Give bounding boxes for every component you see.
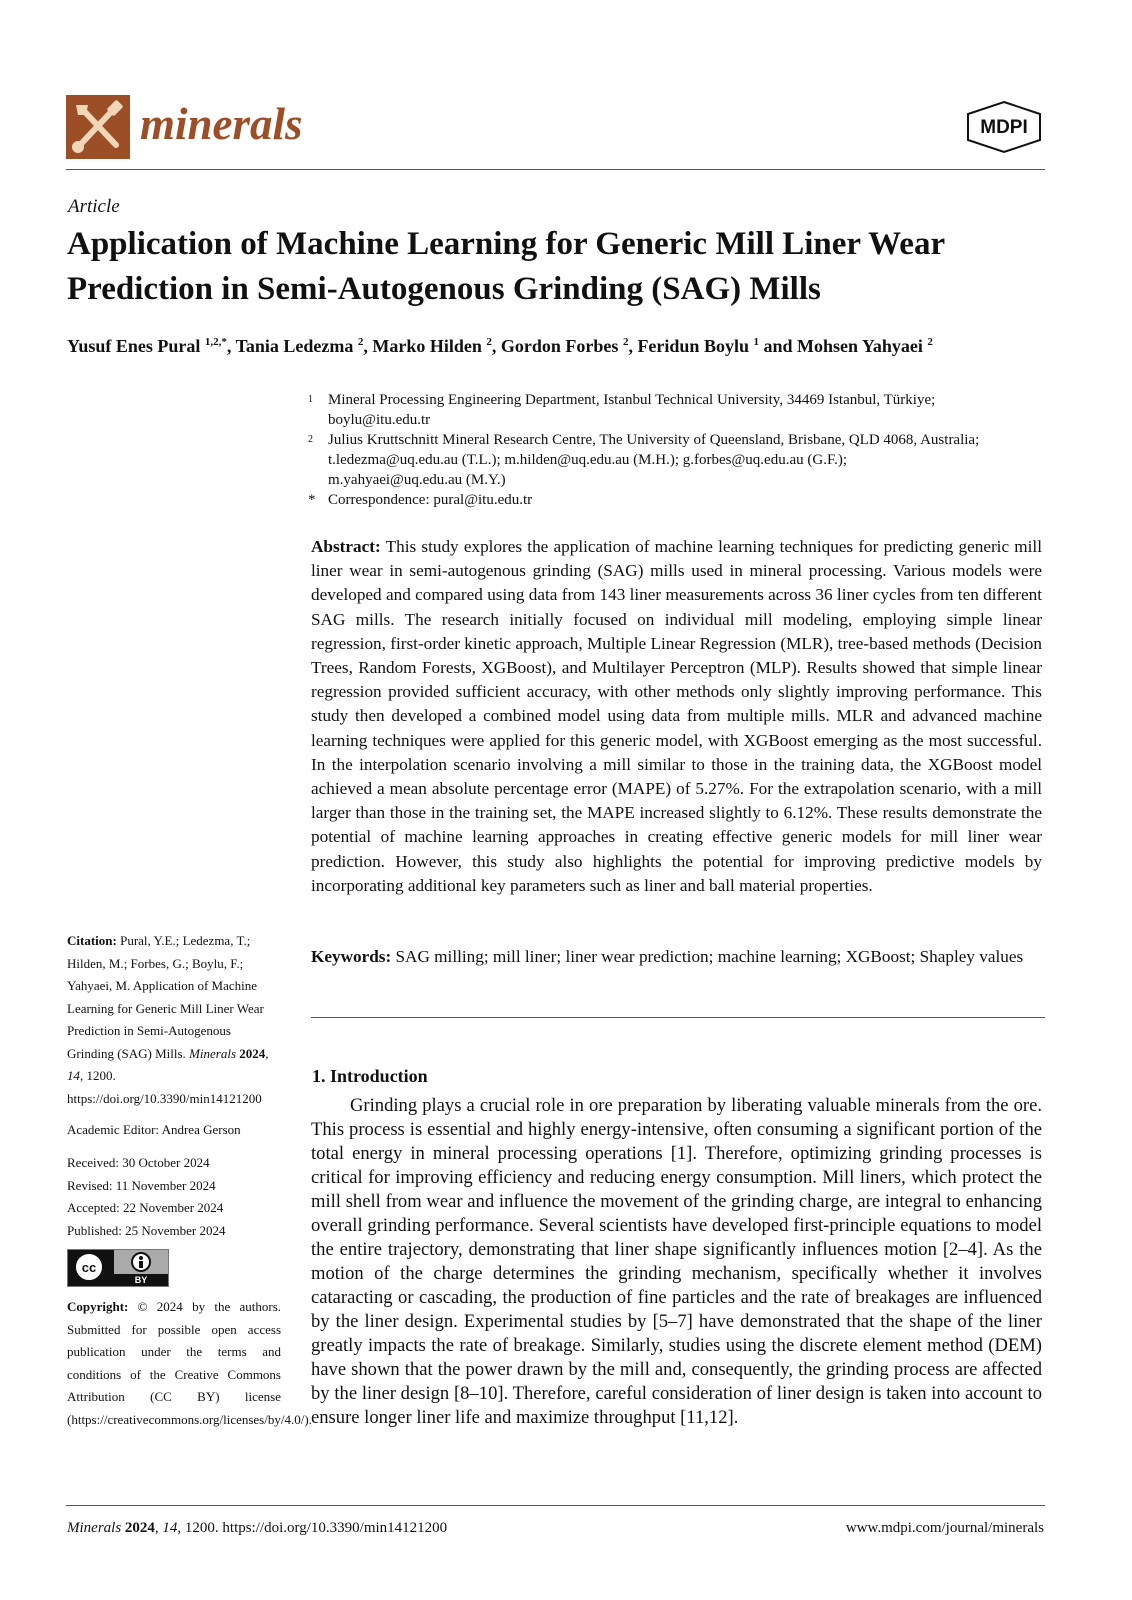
keywords-label: Keywords: — [311, 947, 392, 966]
footer-website-link[interactable]: www.mdpi.com/journal/minerals — [845, 1520, 1044, 1536]
date-accepted: Accepted: 22 November 2024 — [67, 1200, 224, 1215]
article-title: Application of Machine Learning for Generic Mill Liner Wear Prediction in Semi-Autogenous Grinding (SAG) Mills — [67, 226, 945, 307]
author-affiliation-marker: 1 — [753, 336, 759, 348]
author-affiliation-marker: 1,2,* — [204, 336, 227, 348]
journal-logo-icon — [66, 95, 130, 159]
keywords-text: SAG milling; mill liner; liner wear prediction; machine learning; XGBoost; Shapley values — [395, 947, 1024, 966]
journal-name: minerals — [140, 99, 303, 149]
affiliation-line: Correspondence: pural@itu.edu.tr — [328, 492, 533, 508]
author-name: Yusuf Enes Pural — [67, 336, 205, 356]
introduction-paragraph: Grinding plays a crucial role in ore preparation by liberating valuable minerals from the ore. This process is essential and highly energy-intensive, often consuming a significant portion of the total energy in mineral processing operations [1]. Therefore, optimizing grinding processes is critical for improving efficiency and reducing energy consumption. Mill liners, which protect the mill shell from wear and influence the movement of the grinding charge, are integral to enhancing overall grinding performance. Several scientists have developed first-principle equations to model the entire trajectory, demonstrating that liner shape significantly influences motion [2–4]. As the motion of the charge determines the grinding mechanism, specifically whether it involves cataracting or cascading, the production of fine particles and the rate of breakages are influenced by the liner design. Experimental studies by [5–7] have demonstrated that the shape of the liner greatly impacts the rate of breakage. Similarly, studies using the discrete element method (DEM) have shown that the power drawn by the mill and, consequently, the grinding process are affected by the liner design [8–10]. Therefore, careful consideration of liner design is taken into account to ensure longer liner life and maximize throughput [11,12]. — [311, 1095, 1042, 1428]
author-name: Mohsen Yahyaei — [797, 336, 928, 356]
copyright-label: Copyright: — [67, 1299, 129, 1314]
footer-volume: 14 — [162, 1520, 178, 1536]
author-affiliation-marker: 2 — [357, 336, 364, 348]
keywords-rule — [311, 1017, 1045, 1018]
author-list — [67, 334, 1057, 358]
affiliation-marker: 2 — [308, 434, 313, 445]
keywords — [311, 945, 1042, 969]
footer-rule — [66, 1505, 1045, 1506]
author-separator: , — [491, 336, 501, 356]
date-published: Published: 25 November 2024 — [67, 1222, 226, 1238]
author-separator: , — [628, 336, 638, 356]
affiliations — [308, 390, 1043, 510]
affiliation-item — [308, 390, 1043, 430]
citation-volume: 14 — [67, 1068, 80, 1083]
academic-editor: Academic Editor: Andrea Gerson — [67, 1122, 241, 1137]
mdpi-logo — [964, 100, 1044, 154]
author-separator: , — [363, 336, 373, 356]
license-badge-text: BY — [134, 1275, 148, 1285]
author-separator: , — [226, 336, 236, 356]
affiliation-marker: * — [308, 492, 316, 508]
affiliation-line: Julius Kruttschnitt Mineral Research Centre, The University of Queensland, Brisbane, QLD 4068, Australia; — [328, 432, 980, 448]
affiliation-line: Mineral Processing Engineering Department, Istanbul Technical University, 34469 Istanbul, Türkiye; — [328, 392, 936, 408]
publication-dates — [67, 1152, 281, 1242]
author-name: Tania Ledezma — [235, 336, 358, 356]
article-type: Article — [68, 196, 120, 217]
date-received: Received: 30 October 2024 — [67, 1155, 210, 1170]
copyright-notice — [67, 1296, 312, 1431]
section-heading-introduction: 1. Introduction — [312, 1066, 428, 1086]
author-affiliation-marker: 2 — [622, 336, 629, 348]
abstract-label: Abstract: — [311, 537, 381, 556]
header-rule — [66, 169, 1045, 170]
abstract-text: This study explores the application of machine learning techniques for predicting generic mill liner wear in semi-autogenous grinding (SAG) mills used in mineral processing. Various models were developed and compared using data from 143 liner measurements across 36 liner cycles from ten different SAG mills. The research initially focused on individual mill modeling, employing simple linear regression, first-order kinetic approach, Multiple Linear Regression (MLR), tree-based methods (Decision Trees, Random Forests, XGBoost), and Multilayer Perceptron (MLP). Results showed that simple linear regression provided sufficient accuracy, with other methods only slightly improving performance. This study then developed a combined model using data from multiple mills. MLR and advanced machine learning techniques were applied for this generic model, with XGBoost emerging as the most successful. In the interpolation scenario involving a mill similar to those in the training data, the XGBoost model achieved a mean absolute percentage error (MAPE) of 5.27%. For the extrapolation scenario, with a mill larger than those in the training set, the MAPE increased slightly to 6.12%. These results demonstrate the potential of machine learning approaches in creating effective generic models for mill liner wear prediction. However, this study also highlights the potential for improving predictive models by incorporating additional key parameters such as liner and ball material properties. — [311, 537, 1042, 895]
affiliation-line: t.ledezma@uq.edu.au (T.L.); m.hilden@uq.edu.au (M.H.); g.forbes@uq.edu.au (G.F.); — [328, 452, 847, 468]
affiliation-line: m.yahyaei@uq.edu.au (M.Y.) — [328, 472, 506, 488]
citation-block: Citation: Pural, Y.E.; Ledezma, T.; Hilden, M.; Forbes, G.; Boylu, F.; Yahyaei, M. Application of Machine Learning for Generic Mill Liner Wear Prediction in Semi-Autogenous Grinding (SAG) Mills. Minerals 2024, 14, 1200. https://doi.org/10.3390/min14121200 — [67, 933, 269, 1106]
affiliation-marker: 1 — [308, 394, 313, 405]
citation-year: 2024 — [239, 1045, 266, 1061]
cc-by-license-icon[interactable] — [67, 1249, 169, 1287]
author-name: Marko Hilden — [372, 336, 487, 356]
citation-text: Pural, Y.E.; Ledezma, T.; Hilden, M.; Forbes, G.; Boylu, F.; Yahyaei, M. Application of Machine Learning for Generic Mill Liner Wear Prediction in Semi-Autogenous Grinding (SAG) Mills. — [67, 933, 264, 1061]
abstract — [311, 535, 1042, 898]
affiliation-line: boylu@itu.edu.tr — [328, 412, 431, 428]
date-revised: Revised: 11 November 2024 — [67, 1177, 216, 1193]
copyright-text: © 2024 by the authors. Submitted for possible open access publication under the terms and conditions of the Creative Commons Attribution (CC BY) license (https://creativecommons.org/licenses/by/4.0/). — [67, 1299, 312, 1427]
svg-text:cc: cc — [81, 1260, 97, 1275]
author-name: Gordon Forbes — [500, 336, 623, 356]
author-name: Feridun Boylu — [637, 336, 754, 356]
footer-journal: Minerals — [67, 1520, 122, 1536]
author-affiliation-marker: 2 — [486, 336, 492, 348]
author-affiliation-marker: 2 — [927, 336, 933, 348]
citation-journal: Minerals — [189, 1045, 237, 1061]
footer-citation: Minerals 2024, 14, 1200. https://doi.org/10.3390/min14121200 — [67, 1520, 448, 1536]
citation-label: Citation: — [67, 933, 117, 948]
mdpi-logo-text: MDPI — [980, 117, 1028, 138]
affiliation-item — [308, 430, 1043, 490]
author-separator: and — [758, 336, 797, 356]
footer-year: 2024 — [124, 1520, 155, 1536]
citation-doi[interactable]: , 1200. https://doi.org/10.3390/min14121200 — [67, 1068, 262, 1106]
affiliation-item — [308, 490, 1043, 510]
footer-doi[interactable]: , 1200. https://doi.org/10.3390/min14121200 — [177, 1520, 448, 1536]
